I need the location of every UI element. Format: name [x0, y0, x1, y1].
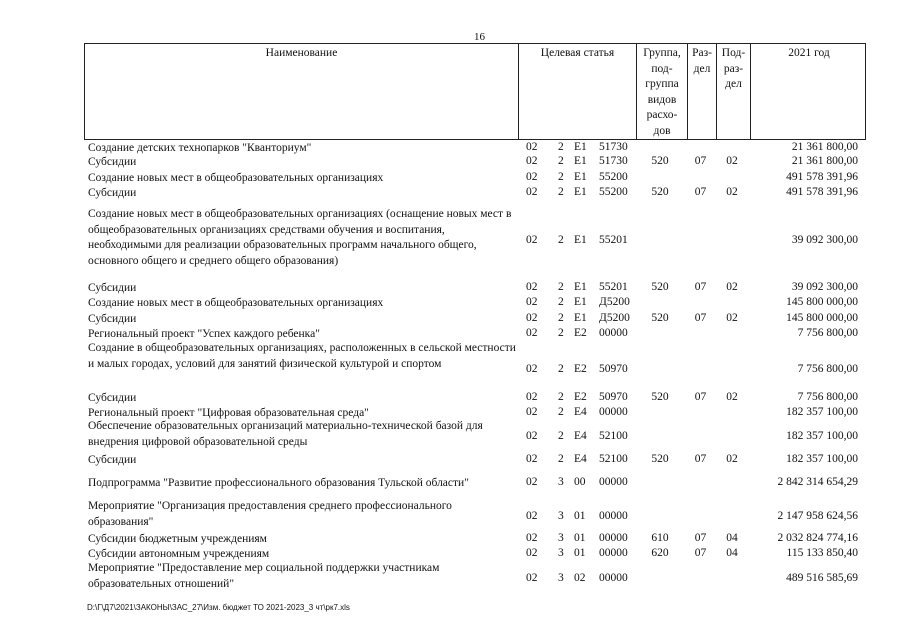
amount-2021: 115 133 850,40: [786, 547, 858, 559]
target-code-program: 02: [526, 281, 538, 293]
row-name: Обеспечение образовательных организаций материально-технической базой для внедрения цифровой образовательной среды: [88, 420, 483, 448]
row-name: Мероприятие "Предоставление мер социальной поддержки участникам образовательных отношений": [88, 562, 440, 590]
target-code-subprogram: 2: [558, 453, 564, 465]
target-code-event: E2: [574, 327, 587, 339]
row-name: Создание новых мест в общеобразовательных организациях: [88, 172, 384, 184]
target-code-program: 02: [526, 476, 538, 488]
amount-2021: 7 756 800,00: [797, 327, 858, 339]
row-name: Субсидии: [88, 187, 137, 199]
row-name: Создание в общеобразовательных организациях, расположенных в сельской местности и малых городах, условий для занятий физической культурой и спортом: [88, 342, 516, 370]
header-group: Группа, под- группа видов расхо- дов: [636, 44, 687, 139]
target-code-program: 02: [526, 296, 538, 308]
target-code-event: E4: [574, 453, 587, 465]
target-code-direction: Д5200: [599, 312, 630, 324]
amount-2021: 2 032 824 774,16: [777, 532, 858, 544]
subsection-code: 02: [726, 281, 738, 293]
target-code-direction: 51730: [599, 155, 628, 167]
target-code-direction: 00000: [599, 510, 628, 522]
row-name: Субсидии: [88, 282, 137, 294]
target-code-program: 02: [526, 406, 538, 418]
row-name: Субсидии: [88, 454, 137, 466]
target-code-direction: 00000: [599, 572, 628, 584]
target-code-event: 01: [574, 510, 586, 522]
expense-group: 520: [651, 312, 669, 324]
target-code-direction: 55200: [599, 171, 628, 183]
table-header: [84, 43, 866, 140]
section-code: 07: [694, 391, 707, 403]
target-code-event: 00: [574, 476, 586, 488]
subsection-code: 04: [726, 547, 738, 559]
target-code-event: 01: [574, 547, 586, 559]
target-code-direction: Д5200: [599, 296, 630, 308]
target-code-program: 02: [526, 547, 538, 559]
target-code-program: 02: [526, 234, 538, 246]
target-code-direction: 00000: [599, 476, 628, 488]
section-code: 07: [694, 312, 707, 324]
section-code: 07: [694, 547, 707, 559]
target-code-event: E2: [574, 391, 587, 403]
amount-2021: 182 357 100,00: [786, 430, 858, 442]
subsection-code: 02: [726, 155, 738, 167]
section-code: 07: [694, 532, 707, 544]
row-name: Подпрограмма "Развитие профессионального образования Тульской области": [88, 477, 469, 489]
target-code-subprogram: 2: [558, 171, 564, 183]
target-code-event: 02: [574, 572, 586, 584]
target-code-direction: 55200: [599, 186, 628, 198]
amount-2021: 2 842 314 654,29: [777, 476, 858, 488]
target-code-program: 02: [526, 186, 538, 198]
target-code-direction: 00000: [599, 547, 628, 559]
target-code-direction: 52100: [599, 453, 628, 465]
target-code-subprogram: 3: [558, 510, 564, 522]
target-code-event: E1: [574, 281, 587, 293]
target-code-subprogram: 2: [558, 281, 564, 293]
section-code: 07: [694, 186, 707, 198]
amount-2021: 39 092 300,00: [791, 234, 858, 246]
target-code-subprogram: 2: [558, 141, 564, 153]
header-name: Наименование: [265, 47, 338, 59]
target-code-event: 01: [574, 532, 586, 544]
target-code-program: 02: [526, 141, 538, 153]
target-code-direction: 00000: [599, 532, 628, 544]
target-code-program: 02: [526, 391, 538, 403]
target-code-subprogram: 2: [558, 391, 564, 403]
target-code-program: 02: [526, 453, 538, 465]
amount-2021: 491 578 391,96: [786, 171, 858, 183]
target-code-event: E4: [574, 406, 587, 418]
target-code-program: 02: [526, 572, 538, 584]
header-year: 2021 год: [750, 44, 867, 139]
amount-2021: 182 357 100,00: [786, 453, 858, 465]
subsection-code: 04: [726, 532, 738, 544]
target-code-subprogram: 2: [558, 155, 564, 167]
target-code-subprogram: 2: [558, 234, 564, 246]
amount-2021: 182 357 100,00: [786, 406, 858, 418]
target-code-direction: 51730: [599, 141, 628, 153]
target-code-event: E1: [574, 186, 587, 198]
page-number: 16: [474, 31, 485, 43]
expense-group: 610: [651, 532, 669, 544]
target-code-event: E1: [574, 312, 587, 324]
row-name: Мероприятие "Организация предоставления среднего профессионального образования": [88, 500, 452, 528]
amount-2021: 7 756 800,00: [797, 363, 858, 375]
subsection-code: 02: [726, 391, 738, 403]
target-code-program: 02: [526, 155, 538, 167]
expense-group: 620: [651, 547, 669, 559]
section-code: 07: [694, 453, 707, 465]
target-code-direction: 50970: [599, 391, 628, 403]
header-subsection: Под- раз- дел: [716, 44, 750, 139]
target-code-subprogram: 2: [558, 186, 564, 198]
section-code: 07: [694, 155, 707, 167]
footer-file-path: D:\Г\Д7\2021\ЗАКОНЫ\ЗАС_27\Изм. бюджет ТО 2021-2023_3 чт\рк7.xls: [87, 603, 350, 612]
target-code-subprogram: 2: [558, 363, 564, 375]
target-code-subprogram: 3: [558, 476, 564, 488]
amount-2021: 491 578 391,96: [786, 186, 858, 198]
target-code-direction: 55201: [599, 234, 628, 246]
target-code-direction: 00000: [599, 406, 628, 418]
target-code-event: E2: [574, 363, 587, 375]
row-name: Создание новых мест в общеобразовательных организациях: [88, 297, 384, 309]
target-code-subprogram: 3: [558, 547, 564, 559]
expense-group: 520: [651, 186, 669, 198]
target-code-direction: 55201: [599, 281, 628, 293]
target-code-subprogram: 2: [558, 296, 564, 308]
amount-2021: 39 092 300,00: [791, 281, 858, 293]
target-code-direction: 52100: [599, 430, 628, 442]
expense-group: 520: [651, 155, 669, 167]
target-code-program: 02: [526, 510, 538, 522]
amount-2021: 2 147 958 624,56: [777, 510, 858, 522]
subsection-code: 02: [726, 186, 738, 198]
target-code-subprogram: 2: [558, 312, 564, 324]
target-code-subprogram: 2: [558, 430, 564, 442]
target-code-direction: 00000: [599, 327, 628, 339]
amount-2021: 145 800 000,00: [786, 296, 858, 308]
expense-group: 520: [651, 453, 669, 465]
amount-2021: 7 756 800,00: [797, 391, 858, 403]
target-code-program: 02: [526, 171, 538, 183]
expense-group: 520: [651, 281, 669, 293]
row-name: Субсидии: [88, 313, 137, 325]
row-name: Региональный проект "Цифровая образовательная среда": [88, 407, 369, 419]
row-name: Субсидии: [88, 156, 137, 168]
row-name: Субсидии бюджетным учреждениям: [88, 533, 267, 545]
target-code-program: 02: [526, 532, 538, 544]
target-code-direction: 50970: [599, 363, 628, 375]
target-code-event: E1: [574, 296, 587, 308]
target-code-event: E1: [574, 234, 587, 246]
subsection-code: 02: [726, 453, 738, 465]
row-name: Создание новых мест в общеобразовательных организациях (оснащение новых мест в общеобразовательных организациях средствами обучения и воспитания, необходимыми для реализации образовательных программ начального общего, основного общего и среднего общего образования): [88, 208, 512, 267]
header-target-article: Целевая статья: [518, 44, 636, 139]
amount-2021: 145 800 000,00: [786, 312, 858, 324]
amount-2021: 21 361 800,00: [791, 155, 858, 167]
target-code-subprogram: 2: [558, 406, 564, 418]
target-code-program: 02: [526, 312, 538, 324]
amount-2021: 489 516 585,69: [786, 572, 858, 584]
target-code-subprogram: 2: [558, 327, 564, 339]
target-code-event: E4: [574, 430, 587, 442]
target-code-event: E1: [574, 171, 587, 183]
target-code-program: 02: [526, 363, 538, 375]
row-name: Региональный проект "Успех каждого ребенка": [88, 328, 320, 340]
header-section: Раз- дел: [687, 44, 716, 139]
target-code-event: E1: [574, 155, 587, 167]
target-code-program: 02: [526, 430, 538, 442]
target-code-event: E1: [574, 141, 587, 153]
target-code-subprogram: 3: [558, 532, 564, 544]
row-name: Субсидии автономным учреждениям: [88, 548, 270, 560]
target-code-program: 02: [526, 327, 538, 339]
amount-2021: 21 361 800,00: [791, 141, 858, 153]
row-name: Субсидии: [88, 392, 137, 404]
section-code: 07: [694, 281, 707, 293]
target-code-subprogram: 3: [558, 572, 564, 584]
expense-group: 520: [651, 391, 669, 403]
subsection-code: 02: [726, 312, 738, 324]
row-name: Создание детских технопарков "Кванториум": [88, 142, 312, 154]
